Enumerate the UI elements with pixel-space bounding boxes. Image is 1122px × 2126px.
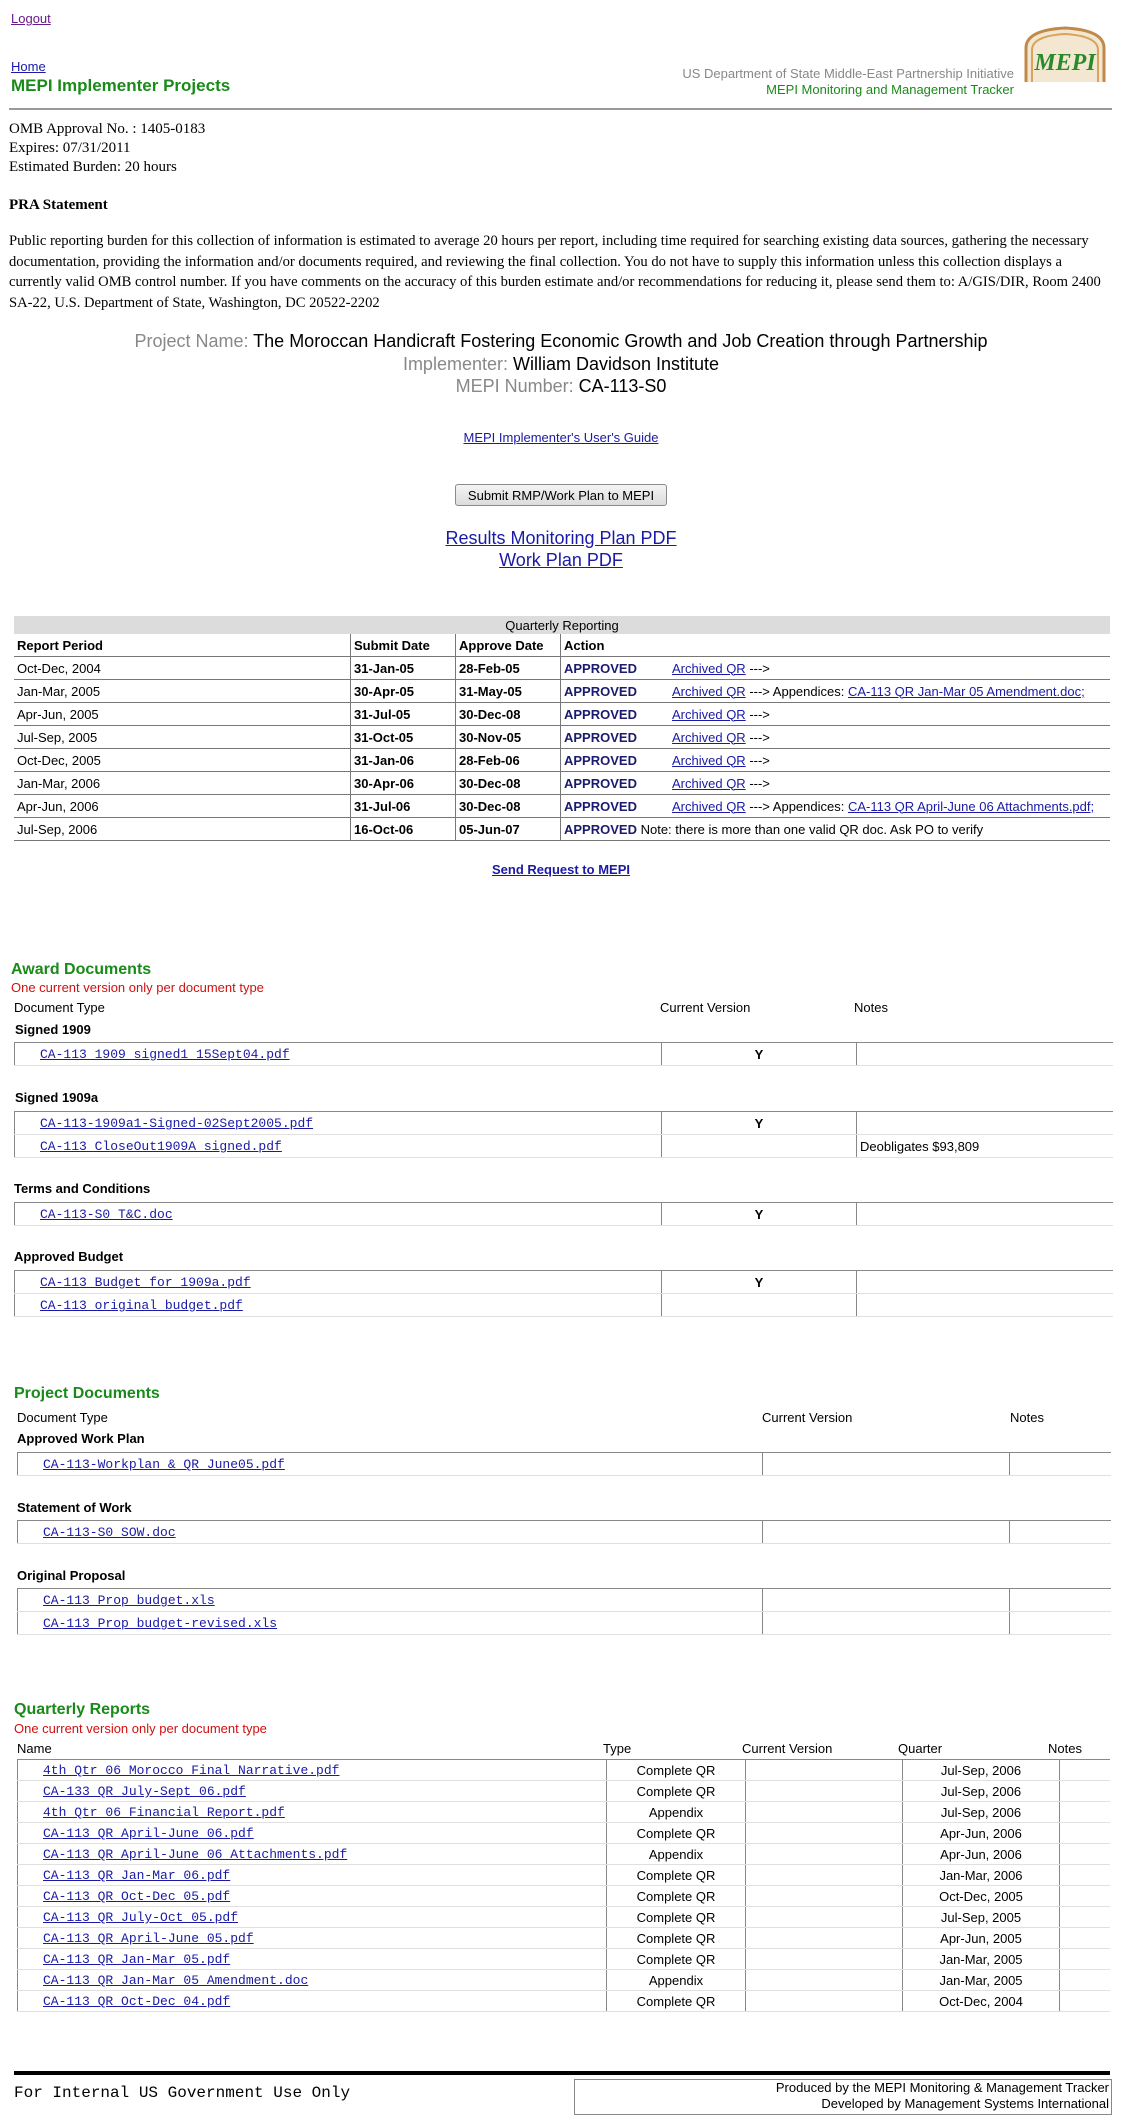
report-quarter: Jan-Mar, 2005 xyxy=(903,1949,1060,1970)
approve-date: 31-May-05 xyxy=(456,680,561,703)
mepi-number-value: CA-113-S0 xyxy=(578,376,667,396)
report-period: Apr-Jun, 2006 xyxy=(14,795,351,818)
work-plan-table xyxy=(17,1452,1111,1476)
approve-date: 28-Feb-06 xyxy=(456,749,561,772)
report-period: Jan-Mar, 2005 xyxy=(14,680,351,703)
col-action: Action xyxy=(561,634,1111,657)
notes xyxy=(1060,1865,1111,1886)
table-row xyxy=(18,1928,1111,1949)
archived-qr-link[interactable]: Archived QR xyxy=(672,775,746,791)
award-col-type: Document Type xyxy=(14,1000,105,1015)
pra-statement: Public reporting burden for this collection of information is estimated to average 20 hours per report, including time required for searching existing data sources, gathering the necessary documentation, providing the information and/or documents required, and reviewing the final collection. You do not have to supply this information unless this collection displays a currently valid OMB control number. If you have comments on the accuracy of this burden estimate and/or recommendations for reducing it, please send them to: A/GIS/DIR, Room 2400 SA-22, U.S. Department of State, Washington, DC 20522-2202 xyxy=(9,233,1101,311)
sow-table xyxy=(17,1520,1111,1544)
submit-date: 30-Apr-06 xyxy=(351,772,456,795)
budget-table xyxy=(14,1270,1113,1317)
qrep-col-type: Type xyxy=(603,1741,632,1756)
terms-table xyxy=(14,1202,1113,1226)
archived-qr-link[interactable]: Archived QR xyxy=(672,798,746,814)
document-link[interactable]: CA-113 QR Jan-Mar 05 Amendment.doc xyxy=(43,1973,309,1988)
table-row xyxy=(14,795,1110,818)
col-report-period: Report Period xyxy=(14,634,351,657)
document-link[interactable]: CA-113 QR Oct-Dec 04.pdf xyxy=(43,1994,231,2009)
pra-title: PRA Statement xyxy=(9,197,108,213)
footer-credits xyxy=(574,2079,1112,2115)
quarterly-reports-table xyxy=(17,1759,1110,2012)
project-name-label: Project Name: xyxy=(134,331,254,351)
table-row xyxy=(14,657,1110,680)
report-quarter: Jul-Sep, 2006 xyxy=(903,1802,1060,1823)
report-period: Apr-Jun, 2005 xyxy=(14,703,351,726)
report-type: Complete QR xyxy=(607,1886,746,1907)
action-arrow: ---> Appendices: xyxy=(745,798,848,814)
submit-date: 31-Oct-05 xyxy=(351,726,456,749)
guide-link-row xyxy=(0,430,1122,445)
report-quarter: Apr-Jun, 2006 xyxy=(903,1844,1060,1865)
table-row xyxy=(14,680,1110,703)
notes xyxy=(1010,1612,1112,1635)
status-badge: APPROVED xyxy=(564,775,637,791)
report-quarter: Oct-Dec, 2004 xyxy=(903,1991,1060,2012)
archived-qr-link[interactable]: Archived QR xyxy=(672,660,746,676)
award-col-current: Current Version xyxy=(660,1000,751,1015)
notes xyxy=(1060,1991,1111,2012)
notes xyxy=(1060,1781,1111,1802)
notes xyxy=(1060,1886,1111,1907)
action-arrow: ---> xyxy=(745,706,770,722)
action-cell xyxy=(561,795,1111,818)
project-col-notes: Notes xyxy=(1010,1410,1044,1425)
report-type: Complete QR xyxy=(607,1760,746,1781)
current-version: Y xyxy=(662,1203,857,1226)
table-row xyxy=(18,1886,1111,1907)
status-badge: APPROVED xyxy=(564,683,637,699)
proposal-table xyxy=(17,1588,1111,1635)
project-name-row xyxy=(0,331,1122,352)
current-version xyxy=(746,1781,903,1802)
approve-date: 30-Dec-08 xyxy=(456,795,561,818)
quarterly-reports-note: One current version only per document type xyxy=(14,1721,267,1736)
current-version xyxy=(662,1294,857,1317)
current-version: Y xyxy=(662,1043,857,1066)
action-cell xyxy=(561,772,1111,795)
notes xyxy=(1010,1521,1112,1544)
work-plan-pdf-link[interactable]: Work Plan PDF xyxy=(499,550,623,570)
approve-date: 05-Jun-07 xyxy=(456,818,561,841)
report-period: Jul-Sep, 2005 xyxy=(14,726,351,749)
report-type: Complete QR xyxy=(607,1928,746,1949)
send-request-row xyxy=(0,862,1122,877)
status-badge: APPROVED xyxy=(564,706,637,722)
action-arrow: ---> Appendices: xyxy=(745,683,848,699)
mepi-logo xyxy=(1024,26,1106,82)
submit-rmp-button[interactable]: Submit RMP/Work Plan to MEPI xyxy=(455,484,667,506)
report-type: Complete QR xyxy=(607,1907,746,1928)
document-link[interactable]: CA-113-Workplan & QR June05.pdf xyxy=(43,1457,285,1472)
department-text: US Department of State Middle-East Partnership Initiative xyxy=(682,66,1014,81)
current-version: Y xyxy=(662,1112,857,1135)
report-period: Jan-Mar, 2006 xyxy=(14,772,351,795)
group-signed-1909: Signed 1909 xyxy=(15,1022,91,1037)
notes xyxy=(1060,1907,1111,1928)
report-quarter: Jul-Sep, 2006 xyxy=(903,1781,1060,1802)
status-badge: APPROVED xyxy=(564,821,637,837)
table-row xyxy=(18,1781,1111,1802)
qrep-col-quarter: Quarter xyxy=(898,1741,943,1756)
table-row xyxy=(18,1949,1111,1970)
table-row xyxy=(14,726,1110,749)
table-row xyxy=(14,772,1110,795)
notes xyxy=(1010,1589,1112,1612)
action-cell xyxy=(561,749,1111,772)
users-guide-link[interactable]: MEPI Implementer's User's Guide xyxy=(463,430,659,445)
send-request-link[interactable]: Send Request to MEPI xyxy=(492,862,630,877)
col-approve-date: Approve Date xyxy=(456,634,561,657)
table-row xyxy=(18,1970,1111,1991)
archived-qr-link[interactable]: Archived QR xyxy=(672,706,746,722)
home-link[interactable]: Home xyxy=(11,59,46,74)
approve-date: 30-Nov-05 xyxy=(456,726,561,749)
table-row xyxy=(18,1589,1112,1612)
current-version xyxy=(746,1928,903,1949)
award-col-notes: Notes xyxy=(854,1000,888,1015)
document-link[interactable]: CA-113-1909a1-Signed-02Sept2005.pdf xyxy=(40,1116,314,1131)
current-version xyxy=(746,1865,903,1886)
current-version xyxy=(763,1589,1010,1612)
document-link[interactable]: 4th Qtr 06 Financial Report.pdf xyxy=(43,1805,285,1820)
status-badge: APPROVED xyxy=(564,660,637,676)
quarterly-reports-title: Quarterly Reports xyxy=(14,1701,151,1718)
table-row xyxy=(14,749,1110,772)
current-version xyxy=(746,1886,903,1907)
notes xyxy=(1060,1760,1111,1781)
submit-date: 31-Jan-05 xyxy=(351,657,456,680)
appendix-link[interactable]: CA-113 QR April-June 06 Attachments.pdf; xyxy=(847,798,1095,814)
quarterly-reporting-table xyxy=(14,616,1110,841)
document-link[interactable]: CA-113 QR April-June 06.pdf xyxy=(43,1826,254,1841)
table-row xyxy=(15,1112,1114,1135)
report-type: Complete QR xyxy=(607,1781,746,1802)
current-version xyxy=(746,1970,903,1991)
document-link[interactable]: CA-113 1909 signed1 15Sept04.pdf xyxy=(40,1047,290,1062)
logout-link[interactable]: Logout xyxy=(11,11,51,26)
notes xyxy=(1060,1844,1111,1865)
document-link[interactable]: 4th Qtr 06 Morocco Final Narrative.pdf xyxy=(43,1763,340,1778)
document-link[interactable]: CA-113 Budget for 1909a.pdf xyxy=(40,1275,251,1290)
award-documents-note: One current version only per document type xyxy=(11,980,264,995)
submit-date: 30-Apr-05 xyxy=(351,680,456,703)
document-link[interactable]: CA-113-S0 SOW.doc xyxy=(43,1525,176,1540)
omb-burden: Estimated Burden: 20 hours xyxy=(9,159,177,175)
tracker-text: MEPI Monitoring and Management Tracker xyxy=(766,82,1014,97)
document-link[interactable]: CA-113 QR April-June 06 Attachments.pdf xyxy=(43,1847,348,1862)
table-row xyxy=(14,703,1110,726)
document-link[interactable]: CA-113 QR April-June 05.pdf xyxy=(43,1931,254,1946)
current-version: Y xyxy=(662,1271,857,1294)
notes: Deobligates $93,809 xyxy=(857,1135,1114,1158)
submit-date: 31-Jul-06 xyxy=(351,795,456,818)
group-signed-1909a: Signed 1909a xyxy=(15,1090,99,1105)
archived-qr-link[interactable]: Archived QR xyxy=(672,752,746,768)
notes xyxy=(1060,1949,1111,1970)
implementer-value: William Davidson Institute xyxy=(512,354,720,374)
project-col-type: Document Type xyxy=(17,1410,108,1425)
action-arrow: ---> xyxy=(745,752,770,768)
mepi-logo-icon xyxy=(1024,26,1106,82)
logo-text: MEPI xyxy=(1034,50,1096,76)
action-arrow: ---> xyxy=(745,660,770,676)
table-row xyxy=(14,818,1110,841)
col-submit-date: Submit Date xyxy=(351,634,456,657)
report-type: Appendix xyxy=(607,1844,746,1865)
notes xyxy=(1060,1802,1111,1823)
group-original-proposal: Original Proposal xyxy=(17,1568,126,1583)
current-version xyxy=(763,1521,1010,1544)
current-version xyxy=(746,1760,903,1781)
report-quarter: Jan-Mar, 2006 xyxy=(903,1865,1060,1886)
qrep-col-name: Name xyxy=(17,1741,52,1756)
report-period: Oct-Dec, 2005 xyxy=(14,749,351,772)
group-statement-of-work: Statement of Work xyxy=(17,1500,132,1515)
current-version xyxy=(746,1823,903,1844)
current-version xyxy=(763,1612,1010,1635)
rmp-pdf-link[interactable]: Results Monitoring Plan PDF xyxy=(445,528,677,548)
implementer-label: Implementer: xyxy=(402,354,513,374)
project-documents-title: Project Documents xyxy=(14,1385,160,1402)
signed-1909a-table xyxy=(14,1111,1113,1158)
signed-1909-table xyxy=(14,1042,1113,1066)
notes xyxy=(857,1271,1114,1294)
table-row xyxy=(18,1802,1111,1823)
notes xyxy=(1060,1823,1111,1844)
status-badge: APPROVED xyxy=(564,752,637,768)
table-row xyxy=(15,1043,1114,1066)
report-quarter: Oct-Dec, 2005 xyxy=(903,1886,1060,1907)
report-type: Complete QR xyxy=(607,1949,746,1970)
archived-qr-link[interactable]: Archived QR xyxy=(672,683,746,699)
action-cell xyxy=(561,680,1111,703)
current-version xyxy=(746,1991,903,2012)
footer-developed: Developed by Management Systems International xyxy=(821,2096,1109,2111)
footer-notice: For Internal US Government Use Only xyxy=(14,2084,351,2102)
approve-date: 30-Dec-08 xyxy=(456,703,561,726)
current-version xyxy=(746,1844,903,1865)
current-version xyxy=(662,1135,857,1158)
status-badge: APPROVED xyxy=(564,798,637,814)
omb-approval: OMB Approval No. : 1405-0183 xyxy=(9,121,206,137)
submit-date: 31-Jan-06 xyxy=(351,749,456,772)
report-type: Appendix xyxy=(607,1970,746,1991)
status-badge: APPROVED xyxy=(564,729,637,745)
table-row xyxy=(18,1760,1111,1781)
action-arrow: ---> xyxy=(745,729,770,745)
archived-qr-link[interactable]: Archived QR xyxy=(672,729,746,745)
document-link[interactable]: CA-113-S0 T&C.doc xyxy=(40,1207,173,1222)
work-plan-pdf-row xyxy=(0,550,1122,571)
document-link[interactable]: CA-113 original budget.pdf xyxy=(40,1298,243,1313)
project-col-current: Current Version xyxy=(762,1410,853,1425)
notes xyxy=(857,1203,1114,1226)
action-cell xyxy=(561,818,1111,841)
table-row xyxy=(18,1907,1111,1928)
report-type: Complete QR xyxy=(607,1865,746,1886)
notes xyxy=(1010,1453,1112,1476)
current-version xyxy=(746,1802,903,1823)
submit-date: 31-Jul-05 xyxy=(351,703,456,726)
report-quarter: Apr-Jun, 2005 xyxy=(903,1928,1060,1949)
mepi-number-label: MEPI Number: xyxy=(455,376,579,396)
table-caption: Quarterly Reporting xyxy=(14,616,1110,634)
submit-date: 16-Oct-06 xyxy=(351,818,456,841)
action-cell xyxy=(561,657,1111,680)
document-link[interactable]: CA-113 CloseOut1909A signed.pdf xyxy=(40,1139,282,1154)
report-quarter: Jul-Sep, 2005 xyxy=(903,1907,1060,1928)
action-arrow: ---> xyxy=(745,775,770,791)
document-link[interactable]: CA-113 QR Jan-Mar 05.pdf xyxy=(43,1952,231,1967)
table-row xyxy=(18,1991,1111,2012)
notes xyxy=(857,1294,1114,1317)
group-approved-work-plan: Approved Work Plan xyxy=(17,1431,145,1446)
document-link[interactable]: CA-113 QR Jan-Mar 06.pdf xyxy=(43,1868,231,1883)
document-link[interactable]: CA-133 QR July-Sept 06.pdf xyxy=(43,1784,246,1799)
table-row xyxy=(18,1521,1112,1544)
qr-note: Note: there is more than one valid QR doc. Ask PO to verify xyxy=(640,821,984,837)
omb-expires: Expires: 07/31/2011 xyxy=(9,140,131,156)
table-row xyxy=(18,1823,1111,1844)
report-quarter: Apr-Jun, 2006 xyxy=(903,1823,1060,1844)
omb-block xyxy=(9,120,205,177)
page-title: MEPI Implementer Projects xyxy=(11,76,231,95)
footer-produced: Produced by the MEPI Monitoring & Management Tracker xyxy=(775,2080,1109,2095)
table-row xyxy=(18,1453,1112,1476)
table-row xyxy=(15,1271,1114,1294)
table-row xyxy=(15,1294,1114,1317)
award-documents-title: Award Documents xyxy=(11,961,152,978)
report-period: Oct-Dec, 2004 xyxy=(14,657,351,680)
approve-date: 30-Dec-08 xyxy=(456,772,561,795)
document-link[interactable]: CA-113 Prop budget-revised.xls xyxy=(43,1616,278,1631)
qrep-col-current: Current Version xyxy=(742,1741,833,1756)
current-version xyxy=(746,1907,903,1928)
report-quarter: Jul-Sep, 2006 xyxy=(903,1760,1060,1781)
report-quarter: Jan-Mar, 2005 xyxy=(903,1970,1060,1991)
current-version xyxy=(746,1949,903,1970)
group-approved-budget: Approved Budget xyxy=(14,1249,124,1264)
report-type: Appendix xyxy=(607,1802,746,1823)
notes xyxy=(1060,1970,1111,1991)
appendix-link[interactable]: CA-113 QR Jan-Mar 05 Amendment.doc; xyxy=(847,683,1085,699)
footer-divider xyxy=(14,2071,1110,2075)
mepi-number-row xyxy=(0,376,1122,397)
project-name: The Moroccan Handicraft Fostering Economic Growth and Job Creation through Partnership xyxy=(253,331,988,351)
notes xyxy=(1060,1928,1111,1949)
table-row xyxy=(18,1844,1111,1865)
current-version xyxy=(763,1453,1010,1476)
table-row xyxy=(18,1612,1112,1635)
report-type: Complete QR xyxy=(607,1823,746,1844)
report-period: Jul-Sep, 2006 xyxy=(14,818,351,841)
table-row xyxy=(15,1135,1114,1158)
table-row xyxy=(18,1865,1111,1886)
document-link[interactable]: CA-113 QR July-Oct 05.pdf xyxy=(43,1910,239,1925)
table-row xyxy=(15,1203,1114,1226)
qrep-col-notes: Notes xyxy=(1048,1741,1082,1756)
approve-date: 28-Feb-05 xyxy=(456,657,561,680)
notes xyxy=(857,1043,1114,1066)
document-link[interactable]: CA-113 Prop budget.xls xyxy=(43,1593,215,1608)
notes xyxy=(857,1112,1114,1135)
document-link[interactable]: CA-113 QR Oct-Dec 05.pdf xyxy=(43,1889,231,1904)
group-terms-conditions: Terms and Conditions xyxy=(14,1181,151,1196)
rmp-pdf-row xyxy=(0,528,1122,549)
header-divider xyxy=(9,108,1112,110)
report-type: Complete QR xyxy=(607,1991,746,2012)
implementer-row xyxy=(0,354,1122,375)
action-cell xyxy=(561,726,1111,749)
action-cell xyxy=(561,703,1111,726)
